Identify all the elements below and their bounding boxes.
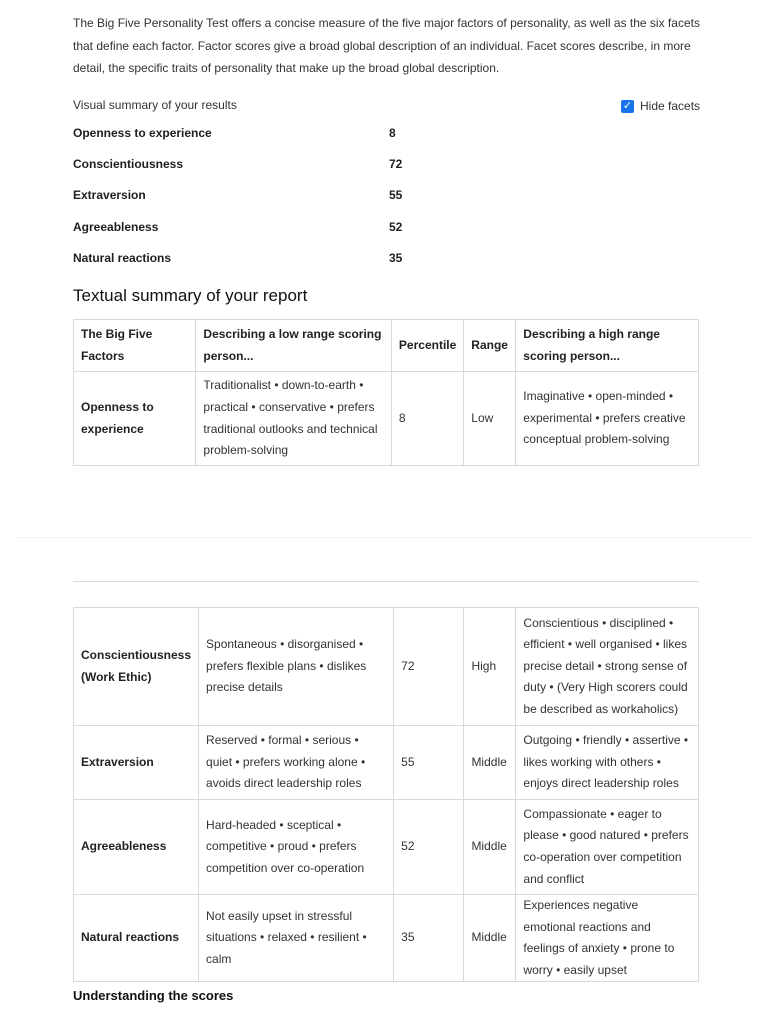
range-cell: Middle [464,895,516,982]
score-name: Agreeableness [73,219,159,234]
percentile-cell: 55 [394,726,464,800]
low-description-cell: Traditionalist • down-to-earth • practical • conservative • prefers traditional outlooks and technical problem-solving [196,372,392,466]
header-low: Describing a low range scoring person... [196,320,392,372]
factor-cell: Extraversion [74,726,199,800]
score-row-agreeableness [73,211,493,242]
range-cell: Low [464,372,516,466]
table-row [74,895,699,982]
low-description-cell: Not easily upset in stressful situations • relaxed • resilient • calm [199,895,394,982]
table-row [74,608,699,726]
header-percentile: Percentile [391,320,463,372]
table-row [74,800,699,895]
table-header-row [74,320,699,372]
score-value: 55 [389,188,403,203]
check-icon[interactable]: ✓ [622,99,633,112]
score-name: Conscientiousness [73,156,184,171]
table-row [74,372,699,466]
high-description-cell: Compassionate • eager to please • good natured • prefers co-operation over competition and conflict [516,800,699,895]
summary-table-bottom [73,607,699,982]
textual-summary-title: Textual summary of your report [73,286,308,305]
high-description-cell: Imaginative • open-minded • experimental • prefers creative conceptual problem-solving [516,372,699,466]
factor-cell: Openness to experience [74,372,196,466]
percentile-cell: 72 [394,608,464,726]
factor-cell: Agreeableness [74,800,199,895]
score-value: 52 [389,219,403,234]
factor-cell: Natural reactions [74,895,199,982]
understanding-scores-heading: Understanding the scores [73,988,234,1003]
hide-facets-toggle[interactable] [621,99,700,113]
score-name: Natural reactions [73,250,172,265]
page-break [16,537,752,538]
score-value: 72 [389,156,403,171]
divider [73,581,699,582]
score-value: 8 [389,125,396,140]
range-cell: Middle [464,800,516,895]
low-description-cell: Spontaneous • disorganised • prefers flexible plans • dislikes precise details [199,608,394,726]
low-description-cell: Reserved • formal • serious • quiet • prefers working alone • avoids direct leadership roles [199,726,394,800]
percentile-cell: 52 [394,800,464,895]
table-row [74,726,699,800]
score-name: Extraversion [73,188,146,203]
score-row-natural-reactions [73,242,493,273]
score-list [73,117,493,273]
high-description-cell: Outgoing • friendly • assertive • likes working with others • enjoys direct leadership roles [516,726,699,800]
low-description-cell: Hard-headed • sceptical • competitive • proud • prefers competition over co-operation [199,800,394,895]
factor-cell: Conscientiousness (Work Ethic) [74,608,199,726]
header-range: Range [464,320,516,372]
intro-paragraph: The Big Five Personality Test offers a concise measure of the five major factors of personality, as well as the six facets that define each factor. Factor scores give a broad global description of an individual. Facet scores describe, in more detail, the specific traits of personality that make up the broad global description. [73,16,700,75]
visual-summary-title: Visual summary of your results [73,98,237,112]
summary-table-top [73,319,699,466]
range-cell: Middle [464,726,516,800]
high-description-cell: Conscientious • disciplined • efficient • well organised • likes precise detail • strong sense of duty • (Very High scorers could be described as workaholics) [516,608,699,726]
high-description-cell: Experiences negative emotional reactions and feelings of anxiety • prone to worry • easily upset [516,895,699,982]
score-name: Openness to experience [73,125,212,140]
range-cell: High [464,608,516,726]
score-row-openness [73,117,493,148]
percentile-cell: 8 [391,372,463,466]
score-value: 35 [389,250,403,265]
percentile-cell: 35 [394,895,464,982]
header-factors: The Big Five Factors [74,320,196,372]
score-row-extraversion [73,180,493,211]
header-high: Describing a high range scoring person... [516,320,699,372]
score-row-conscientiousness [73,148,493,179]
hide-facets-label: Hide facets [640,99,701,113]
